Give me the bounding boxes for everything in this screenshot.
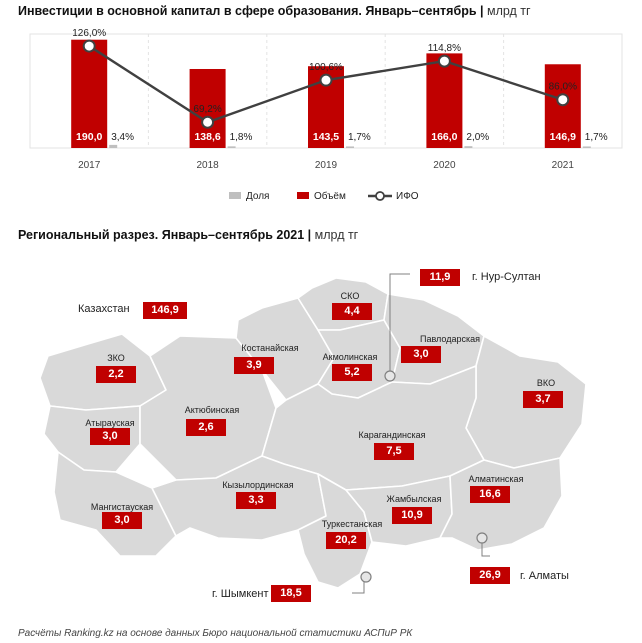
region-value-atyrau: 3,0 [90,428,130,445]
x-tick-2019: 2019 [314,160,338,171]
almaty-marker [477,533,487,543]
region-value-zko: 2,2 [96,366,136,383]
region-value-aktobe: 2,6 [186,419,226,436]
share-label-2021: 1,7% [584,132,608,143]
region-label-kyzylorda: Кызылординская [222,480,294,490]
ifo-label-2018: 69,2% [193,104,222,116]
region-value-mangistau: 3,0 [102,512,142,529]
map-title: Региональный разрез. Январь–сентябрь 2021 | млрд тг [18,228,359,242]
ifo-label-2017: 126,0% [72,28,107,40]
ifo-label-2019: 100,6% [309,62,343,74]
kazakhstan-value: 146,9 [143,302,187,319]
map-region-almaty [440,458,562,550]
investment-chart [0,18,642,218]
source-note: Расчёты Ranking.kz на основе данных Бюро национальной статистики АСПиР РК [18,628,413,639]
region-label-zhambyl: Жамбылская [386,494,442,504]
city-value-almaty: 26,9 [470,567,510,584]
city-label-shymkent: г. Шымкент [212,588,269,600]
chart-title: Инвестиции в основной капитал в сфере образования. Январь–сентябрь | млрд тг [18,4,531,18]
share-label-2019: 1,7% [348,132,371,143]
city-value-shymkent: 18,5 [271,585,311,602]
share-label-2018: 1,8% [229,132,253,143]
region-value-kostanay: 3,9 [234,357,274,374]
region-label-karaganda: Карагандинская [358,430,426,440]
region-label-kostanay: Костанайская [241,343,299,353]
ifo-label-2021: 86,0% [548,81,577,93]
region-value-sko: 4,4 [332,303,372,320]
kazakhstan-label: Казахстан [78,303,130,315]
legend-ifo-label: ИФО [396,191,419,202]
legend-ifo-marker [376,192,384,200]
ifo-label-2020: 114,8% [427,43,461,55]
volume-label-2018: 138,6 [194,131,221,143]
region-label-aktobe: Актюбинская [184,405,240,415]
x-tick-2021: 2021 [551,160,574,171]
region-value-turkestan: 20,2 [326,532,366,549]
legend-share-swatch [229,192,241,199]
region-label-pavlodar: Павлодарская [420,334,480,344]
x-tick-2020: 2020 [433,160,456,171]
region-label-sko: СКО [340,291,360,301]
region-label-zko: ЗКО [107,353,125,363]
volume-label-2019: 143,5 [312,131,340,143]
region-label-atyrau: Атырауская [85,418,135,428]
city-label-nur-sultan: г. Нур-Султан [472,271,541,283]
share-bar-2019 [346,146,354,148]
ifo-point-2018 [202,117,213,128]
ifo-point-2021 [557,94,568,105]
region-label-almaty: Алматинская [468,474,524,484]
ifo-point-2019 [321,75,332,86]
legend-volume-swatch [297,192,309,199]
volume-label-2021: 146,9 [549,131,576,143]
region-label-mangistau: Мангистауская [90,502,154,512]
volume-label-2020: 166,0 [431,131,458,143]
region-value-almaty: 16,6 [470,486,510,503]
region-label-akmola: Акмолинская [322,352,378,362]
volume-label-2017: 190,0 [76,131,103,143]
city-value-nur-sultan: 11,9 [420,269,460,286]
region-label-vko: ВКО [536,378,556,388]
legend-share-label: Доля [246,191,270,202]
region-label-turkestan: Туркестанская [321,519,383,529]
share-bar-2020 [464,146,472,148]
region-value-akmola: 5,2 [332,364,372,381]
nur-sultan-marker [385,371,395,381]
x-tick-2017: 2017 [78,160,101,171]
ifo-point-2020 [439,56,450,67]
shymkent-marker [361,572,371,582]
x-tick-2018: 2018 [196,160,219,171]
city-label-almaty: г. Алматы [520,570,569,582]
legend-volume-label: Объём [314,191,346,202]
region-value-vko: 3,7 [523,391,563,408]
share-bar-2018 [228,146,236,148]
share-bar-2017 [109,145,117,148]
share-label-2017: 3,4% [111,132,134,143]
ifo-point-2017 [84,41,95,52]
share-bar-2021 [583,146,591,148]
region-value-kyzylorda: 3,3 [236,492,276,509]
region-value-zhambyl: 10,9 [392,507,432,524]
region-value-pavlodar: 3,0 [401,346,441,363]
region-value-karaganda: 7,5 [374,443,414,460]
share-label-2020: 2,0% [466,132,490,143]
